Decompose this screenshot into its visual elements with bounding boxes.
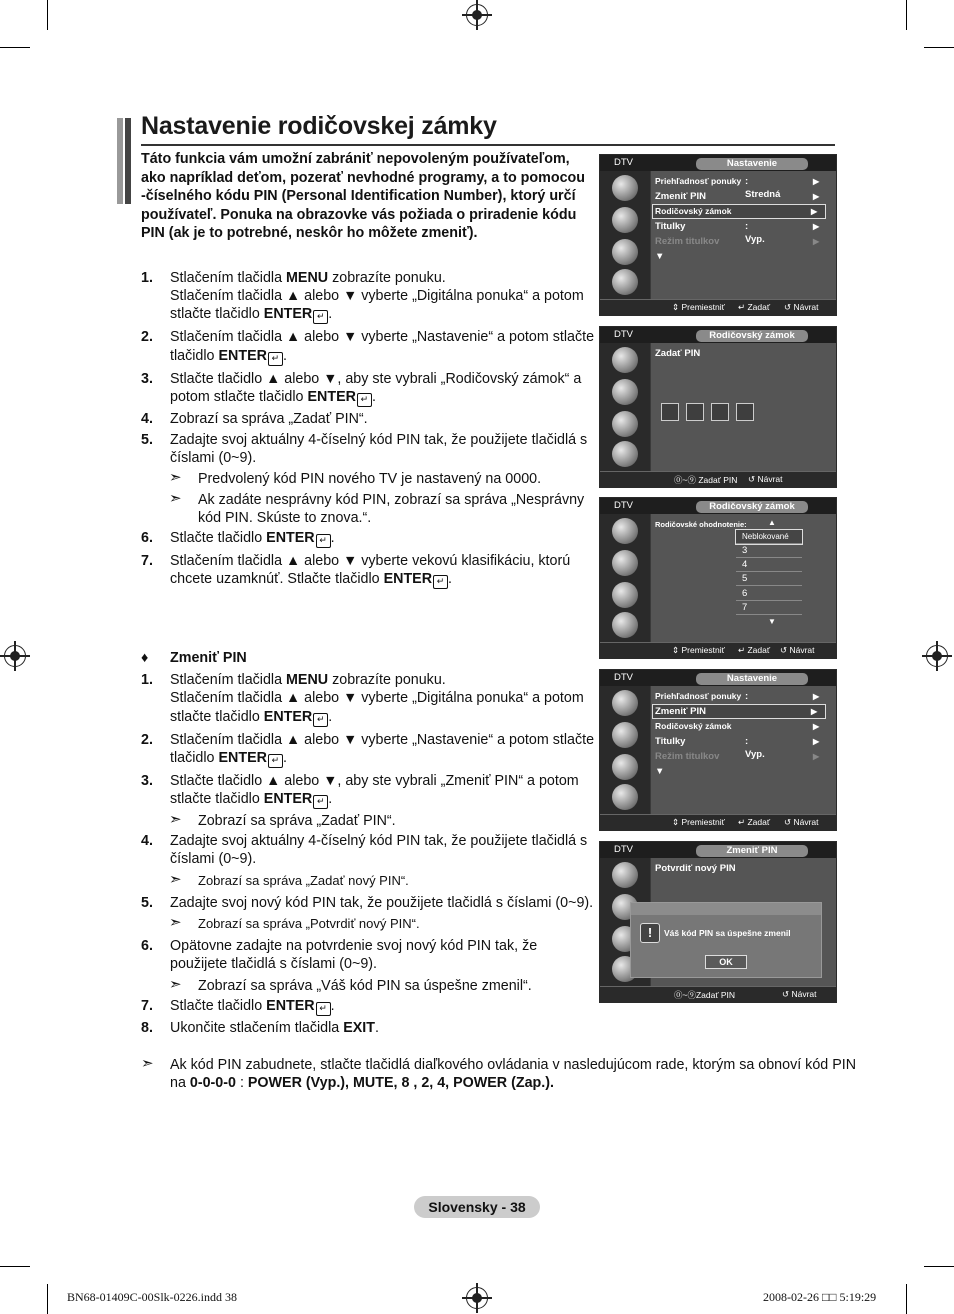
registration-mark-icon	[466, 4, 488, 26]
pin-digit-box[interactable]	[711, 403, 729, 421]
page-number: Slovensky - 38	[414, 1196, 540, 1218]
title-decoration	[117, 118, 133, 204]
note: ➣ Ak zadáte nesprávny kód PIN, zobrazí sa správa „Nesprávny kód PIN. Skúste to znova.“.	[169, 489, 585, 526]
ok-button[interactable]: OK	[705, 955, 747, 969]
rating-option[interactable]: 7	[736, 601, 802, 615]
arrow-note-icon: ➣	[169, 469, 182, 487]
arrow-note-icon: ➣	[141, 1055, 154, 1072]
crop-mark	[0, 47, 30, 48]
step: 2. Stlačením tlačidla ▲ alebo ▼ vyberte „Nastavenie“ a potom stlačte tlačidlo ENTER ↵ .	[141, 329, 595, 364]
setup-icon	[612, 582, 638, 608]
rating-option[interactable]: 3	[736, 544, 802, 558]
picture-icon	[612, 690, 638, 716]
step: 8. Ukončite stlačením tlačidla EXIT.	[141, 1019, 379, 1036]
enter-icon: ↵	[316, 534, 331, 548]
pin-digit-box[interactable]	[736, 403, 754, 421]
step: 5. Zadajte svoj nový kód PIN tak, že použijete tlačidlá s číslami (0~9).	[141, 894, 594, 911]
scroll-down-icon: ▼	[768, 617, 776, 626]
input-icon	[612, 441, 638, 467]
rating-option[interactable]: 5	[736, 572, 802, 586]
note: ➣ Zobrazí sa správa „Váš kód PIN sa úspešne zmenil“.	[169, 975, 532, 994]
section-heading: ♦ Zmeniť PIN	[141, 650, 247, 666]
enter-icon: ↵	[313, 713, 328, 727]
step: 7. Stlačením tlačidla ▲ alebo ▼ vyberte vekovú klasifikáciu, ktorú chcete uzamknúť. Stlačte tlačidlo ENTER ↵ .	[141, 553, 571, 588]
note: ➣ Zobrazí sa správa „Zadať nový PIN“.	[169, 870, 409, 888]
tv-screen-rating: DTV Rodičovský zámok Rodičovské ohodnotenie: ▲ Neblokované 3 4 5 6 7 ▼ ⇕ Premiestniť ↵ Zadať ↺ Návrat	[599, 497, 837, 659]
crop-mark	[0, 1266, 30, 1267]
arrow-note-icon: ➣	[169, 870, 182, 888]
registration-mark-icon	[466, 1287, 488, 1309]
step: 4. Zobrazí sa správa „Zadať PIN“.	[141, 410, 368, 427]
tv-screen-pin-changed: DTV Zmeniť PIN Potvrdiť nový PIN ! Váš kód PIN sa úspešne zmenil OK ⓪~⑨Zadať PIN ↺ Návrat	[599, 841, 837, 1003]
warning-icon: !	[640, 923, 660, 943]
registration-mark-icon	[4, 645, 26, 667]
intro-paragraph: Táto funkcia vám umožní zabrániť nepovoleným používateľom, ako napríklad deťom, pozerať nevhodné programy, a to pomocou -číselného kódu PIN (Personal Identification Number), ktorý určí používateľ. Ponuka na obrazovke vás požiada o priradenie kódu PIN (ak je to potrebné, neskôr ho môžete zmeniť).	[141, 151, 585, 241]
enter-icon: ↵	[268, 352, 283, 366]
setup-icon	[612, 411, 638, 437]
arrow-note-icon: ➣	[169, 811, 182, 829]
crop-mark	[47, 0, 48, 30]
sound-icon	[612, 722, 638, 748]
setup-icon	[612, 239, 638, 265]
note: ➣ Zobrazí sa správa „Potvrdiť nový PIN“.	[169, 914, 420, 932]
enter-icon: ↵	[313, 795, 328, 809]
sound-icon	[612, 207, 638, 233]
crop-mark	[47, 1284, 48, 1314]
tv-screen-setup: DTV Nastavenie Priehľadnosť ponuky : Stredná ▶ Zmeniť PIN ▶ Rodičovský zámok ▶ Titulky : Vyp. ▶ Režim titulkov ▶ ▼ ⇕ Premiestniť ↵ Zadať ↺ Návrat	[599, 154, 837, 316]
picture-icon	[612, 862, 638, 888]
enter-icon: ↵	[316, 1002, 331, 1016]
sound-icon	[612, 379, 638, 405]
registration-mark-icon	[926, 645, 948, 667]
arrow-note-icon: ➣	[169, 489, 182, 507]
tv-screen-setup-change-pin: DTV Nastavenie Priehľadnosť ponuky : ▶ Zmeniť PIN ▶ Rodičovský zámok ▶ Titulky : Vyp. ▶ Režim titulkov ▶ ▼ ⇕ Premiestniť ↵ Zadať ↺ Návrat	[599, 669, 837, 831]
pin-digit-box[interactable]	[686, 403, 704, 421]
step: 2. Stlačením tlačidla ▲ alebo ▼ vyberte „Nastavenie“ a potom stlačte tlačidlo ENTER ↵ .	[141, 731, 595, 766]
step: 4. Zadajte svoj aktuálny 4-číselný kód PIN tak, že použijete tlačidlá s číslami (0~9).	[141, 833, 588, 868]
step: 3. Stlačte tlačidlo ▲ alebo ▼, aby ste vybrali „Rodičovský zámok“ a potom stlačte tlačidlo ENTER ↵ .	[141, 370, 582, 405]
input-icon	[612, 612, 638, 638]
arrow-note-icon: ➣	[169, 914, 182, 932]
step: 3. Stlačte tlačidlo ▲ alebo ▼, aby ste vybrali „Zmeniť PIN“ a potom stlačte tlačidlo ENTER ↵ .	[141, 772, 579, 808]
step: 6. Stlačte tlačidlo ENTER ↵ .	[141, 530, 335, 547]
picture-icon	[612, 175, 638, 201]
enter-icon: ↵	[268, 754, 283, 768]
steps-change-pin	[141, 649, 596, 1040]
sound-icon	[612, 550, 638, 576]
file-slug: BN68-01409C-00Slk-0226.indd 38	[67, 1290, 238, 1304]
step: 7. Stlačte tlačidlo ENTER ↵ .	[141, 997, 335, 1014]
step: 5. Zadajte svoj aktuálny 4-číselný kód PIN tak, že použijete tlačidlá s číslami (0~9).	[141, 432, 588, 467]
enter-icon: ↵	[313, 310, 328, 324]
forgotten-pin-note: ➣ Ak kód PIN zabudnete, stlačte tlačidlá diaľkového ovládania v nasledujúcom rade, ktorým sa obnoví kód PIN na 0-0-0-0 : POWER (Vyp.), MUTE, 8 , 2, 4, POWER (Zap.).	[141, 1055, 857, 1092]
scroll-up-icon: ▲	[736, 516, 802, 530]
step: 1. Stlačením tlačidla MENU zobrazíte ponuku. Stlačením tlačidla ▲ alebo ▼ vyberte „Digitálna ponuka“ a potom stlačte tlačidlo ENTER ↵ .	[141, 672, 584, 725]
success-dialog: ! Váš kód PIN sa úspešne zmenil OK	[630, 902, 822, 978]
title-underline	[141, 144, 835, 146]
enter-icon: ↵	[433, 575, 448, 589]
rating-option[interactable]: 6	[736, 587, 802, 601]
page-title: Nastavenie rodičovskej zámky	[141, 112, 497, 140]
picture-icon	[612, 518, 638, 544]
rating-selected[interactable]: Neblokované	[736, 530, 802, 544]
pin-digit-box[interactable]	[661, 403, 679, 421]
input-icon	[612, 784, 638, 810]
enter-icon: ↵	[357, 393, 372, 407]
step: 1. Stlačením tlačidla MENU zobrazíte ponuku. Stlačením tlačidla ▲ alebo ▼ vyberte „Digitálna ponuka“ a potom stlačte tlačidlo ENTER ↵ .	[141, 270, 584, 323]
steps-set-lock	[141, 269, 596, 592]
setup-icon	[612, 754, 638, 780]
rating-option[interactable]: 4	[736, 558, 802, 572]
crop-mark	[924, 47, 954, 48]
picture-icon	[612, 347, 638, 373]
date-slug: 2008-02-26 □□ 5:19:29	[763, 1290, 877, 1304]
crop-mark	[906, 1284, 907, 1314]
note: ➣ Zobrazí sa správa „Zadať PIN“.	[169, 811, 396, 830]
arrow-note-icon: ➣	[169, 975, 182, 993]
note: ➣ Predvolený kód PIN nového TV je nastavený na 0000.	[169, 469, 542, 488]
crop-mark	[906, 0, 907, 30]
input-icon	[612, 269, 638, 295]
crop-mark	[924, 1266, 954, 1267]
step: 6. Opätovne zadajte na potvrdenie svoj nový kód PIN tak, že použijete tlačidlá s číslami (0~9).	[141, 938, 538, 973]
tv-screen-enter-pin: DTV Rodičovský zámok Zadať PIN ⓪~⑨ Zadať PIN ↺ Návrat	[599, 326, 837, 488]
